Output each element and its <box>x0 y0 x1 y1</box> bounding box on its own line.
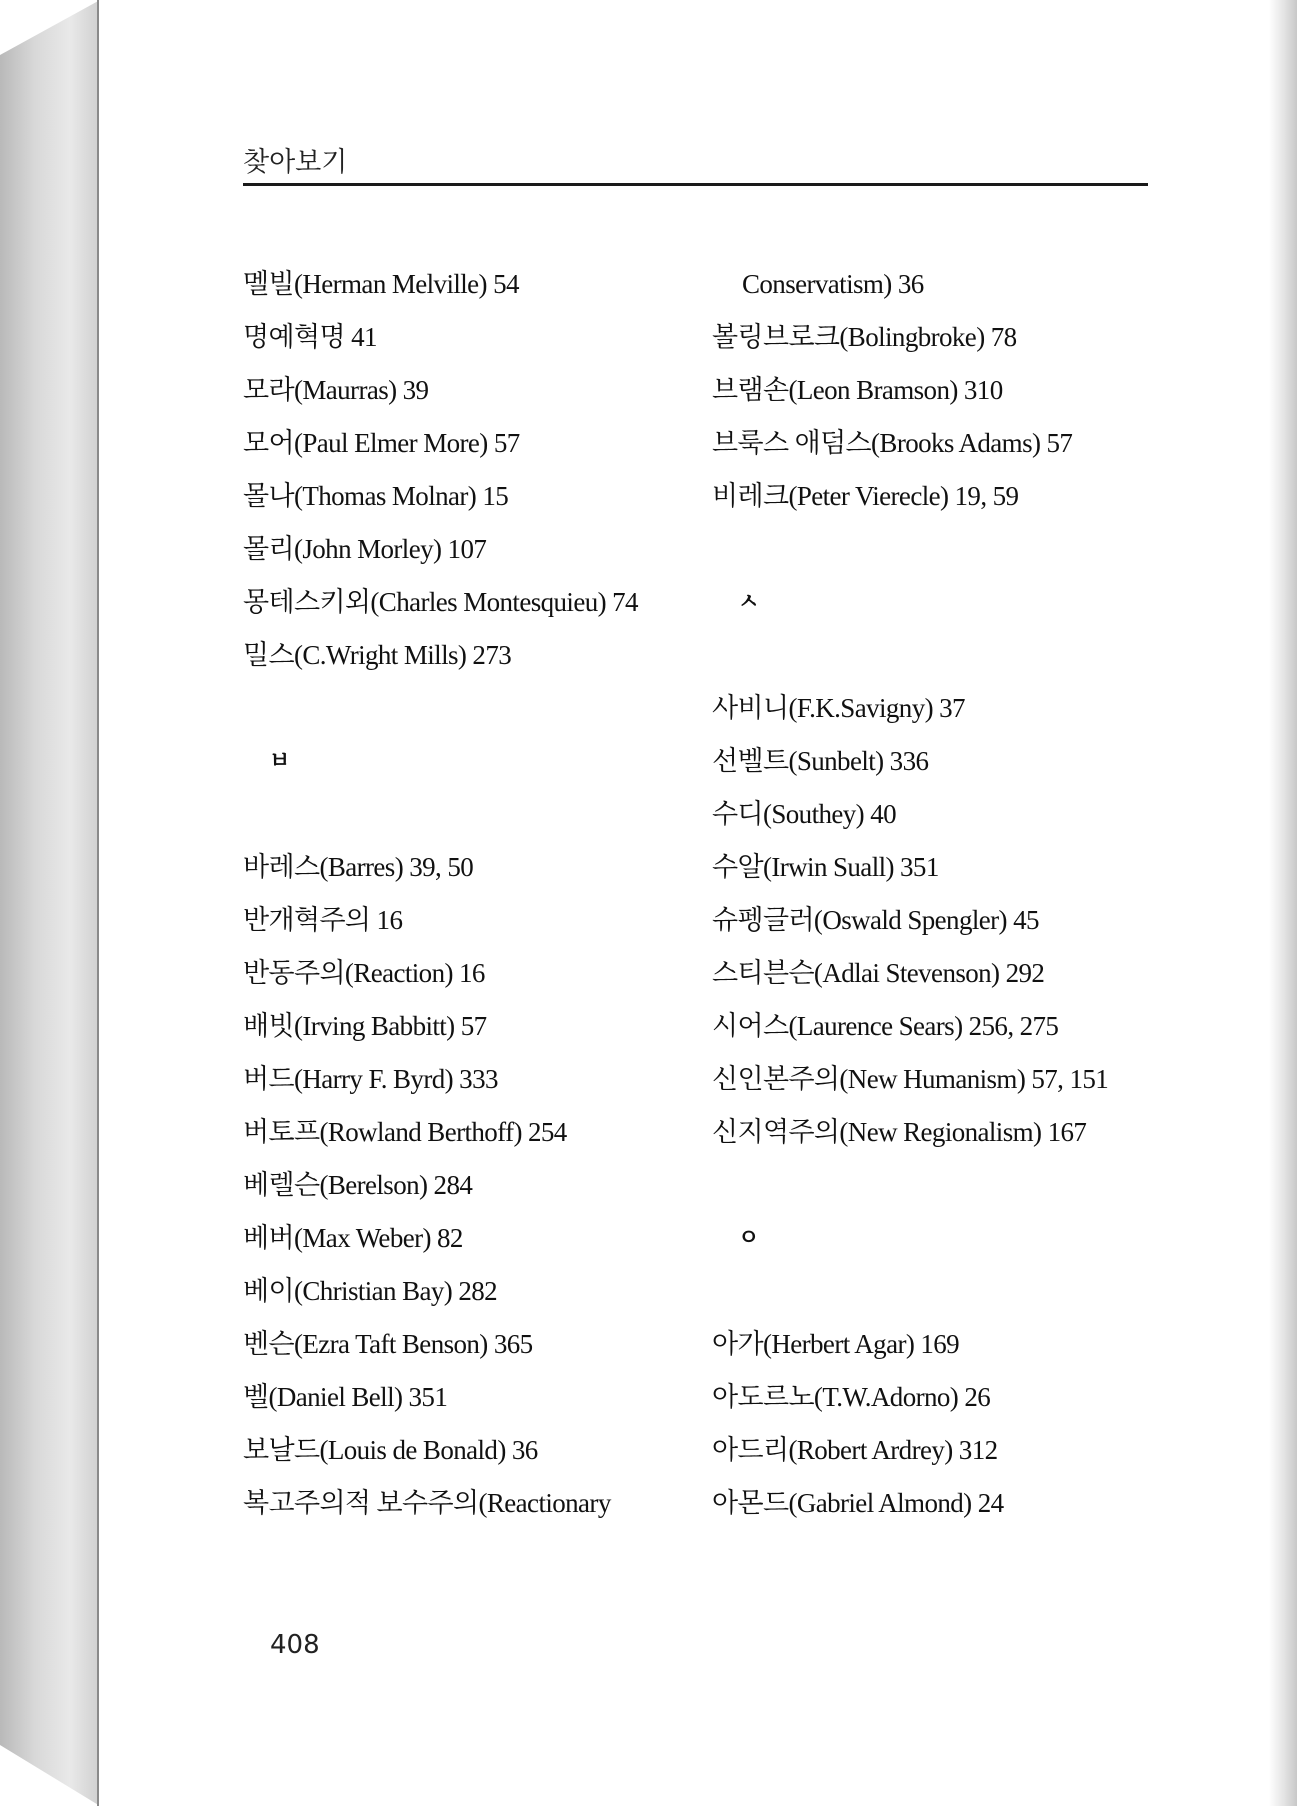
index-section-letter: ㅂ <box>269 749 290 774</box>
index-entry: 몰나(Thomas Molnar) 15 <box>243 481 509 511</box>
index-entry: 슈펭글러(Oswald Spengler) 45 <box>712 905 1039 935</box>
index-entry: 반동주의(Reaction) 16 <box>243 958 485 988</box>
index-entry: 모어(Paul Elmer More) 57 <box>243 428 520 458</box>
index-entry: 아도르노(T.W.Adorno) 26 <box>712 1382 991 1412</box>
index-section-letter: ㅅ <box>738 590 759 615</box>
header-rule <box>243 183 1148 186</box>
index-entry: 신지역주의(New Regionalism) 167 <box>712 1117 1087 1147</box>
index-entry: 배빗(Irving Babbitt) 57 <box>243 1011 487 1041</box>
index-entry: 아몬드(Gabriel Almond) 24 <box>712 1488 1004 1518</box>
index-section-letter: ㅇ <box>738 1226 759 1251</box>
index-entry: 버드(Harry F. Byrd) 333 <box>243 1064 498 1094</box>
index-entry: 비레크(Peter Vierecle) 19, 59 <box>712 481 1019 511</box>
index-entry: 멜빌(Herman Melville) 54 <box>243 269 519 299</box>
index-entry: 베이(Christian Bay) 282 <box>243 1276 498 1306</box>
index-entry: 복고주의적 보수주의(Reactionary <box>243 1488 611 1518</box>
index-entry: 바레스(Barres) 39, 50 <box>243 852 474 882</box>
index-entry: 명예혁명 41 <box>243 322 377 352</box>
index-entry: 볼링브로크(Bolingbroke) 78 <box>712 322 1017 352</box>
index-entry: 모라(Maurras) 39 <box>243 375 429 405</box>
index-entry: 신인본주의(New Humanism) 57, 151 <box>712 1064 1109 1094</box>
index-spacer <box>712 1265 1172 1318</box>
index-entry: 벤슨(Ezra Taft Benson) 365 <box>243 1329 533 1359</box>
index-entry: 아가(Herbert Agar) 169 <box>712 1329 960 1359</box>
index-entry: 시어스(Laurence Sears) 256, 275 <box>712 1011 1059 1041</box>
index-entry: 스티븐슨(Adlai Stevenson) 292 <box>712 958 1045 988</box>
index-entry: 벨(Daniel Bell) 351 <box>243 1382 448 1412</box>
index-entry: 브룩스 애덤스(Brooks Adams) 57 <box>712 428 1073 458</box>
index-spacer <box>712 1159 1172 1212</box>
index-entry: 보날드(Louis de Bonald) 36 <box>243 1435 538 1465</box>
page-number: 408 <box>270 1630 320 1660</box>
page-edge-shading <box>1269 0 1297 1806</box>
index-entry: 선벨트(Sunbelt) 336 <box>712 746 929 776</box>
index-entry: 아드리(Robert Ardrey) 312 <box>712 1435 998 1465</box>
index-entry: Conservatism) 36 <box>742 269 924 299</box>
index-entry: 반개혁주의 16 <box>243 905 403 935</box>
index-spacer <box>243 682 703 735</box>
index-column-right <box>712 258 1172 1530</box>
book-spine-shading <box>0 0 100 1806</box>
index-entry: 브램손(Leon Bramson) 310 <box>712 375 1003 405</box>
index-entry: 베렐슨(Berelson) 284 <box>243 1170 473 1200</box>
index-entry: 사비니(F.K.Savigny) 37 <box>712 693 965 723</box>
index-entry: 수알(Irwin Suall) 351 <box>712 852 939 882</box>
index-spacer <box>712 523 1172 576</box>
index-spacer <box>243 788 703 841</box>
index-column-left <box>243 258 703 1530</box>
index-entry: 베버(Max Weber) 82 <box>243 1223 463 1253</box>
index-spacer <box>712 629 1172 682</box>
index-entry: 수디(Southey) 40 <box>712 799 896 829</box>
running-head: 찾아보기 <box>243 147 348 178</box>
index-entry: 몰리(John Morley) 107 <box>243 534 487 564</box>
index-entry: 몽테스키외(Charles Montesquieu) 74 <box>243 587 638 617</box>
index-entry: 밀스(C.Wright Mills) 273 <box>243 640 512 670</box>
index-entry: 버토프(Rowland Berthoff) 254 <box>243 1117 567 1147</box>
